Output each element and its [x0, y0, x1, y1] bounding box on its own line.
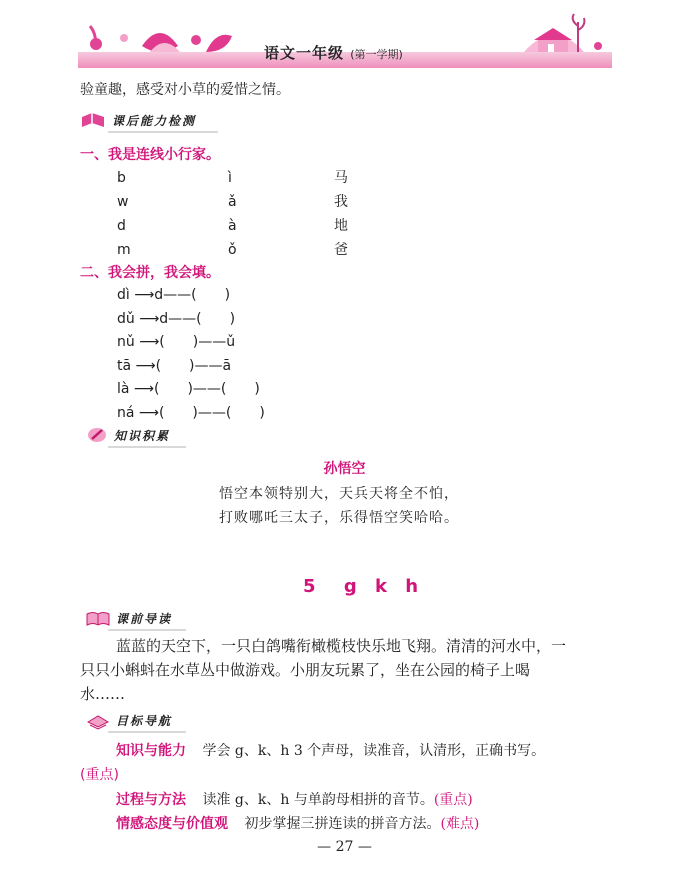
goals-tag — [86, 710, 172, 730]
header-title — [264, 42, 403, 63]
q2-rows — [117, 284, 265, 425]
goal-note: (难点) — [440, 816, 480, 832]
q1-initial: b — [117, 170, 126, 186]
goals-tag-label: 目标导航 — [116, 713, 173, 728]
goal-label: 情感态度与价值观 — [116, 816, 228, 832]
goal-knowledge — [116, 740, 545, 760]
lesson-name: g k h — [343, 576, 425, 597]
tag-underline — [108, 731, 186, 733]
knowledge-tag-label: 知识积累 — [114, 428, 171, 443]
after-class-tag-label: 课后能力检测 — [112, 113, 197, 128]
q2-row: dì ⟶d——( ) — [117, 287, 231, 303]
goal-text: 读准 g、k、h 与单韵母相拼的音节。 — [202, 792, 434, 808]
goal-label: 知识与能力 — [116, 743, 186, 759]
poem-line: 悟空本领特别大，天兵天将全不怕， — [219, 486, 459, 502]
poem — [219, 482, 459, 530]
notebook-icon — [86, 710, 110, 730]
q1-character: 地 — [334, 218, 348, 234]
q2-row: nǔ ⟶( )——ǔ — [117, 334, 236, 350]
goal-text: 初步掌握三拼连读的拼音方法。 — [244, 816, 441, 832]
goal-note: (重点) — [433, 792, 473, 808]
header-title-main: 语文一年级 — [264, 44, 345, 62]
pre-read-line: 蓝蓝的天空下，一只白鸽嘴衔橄榄枝快乐地飞翔。清清的河水中，一 — [116, 637, 567, 655]
q2-row: tā ⟶( )——ā — [117, 357, 232, 374]
header-subtitle: (第一学期) — [350, 48, 403, 61]
lesson-number: 5 — [303, 576, 322, 597]
goal-text: 学会 g、k、h 3 个声母，读准音，认清形，正确书写。 — [202, 743, 546, 759]
q1-character: 马 — [334, 170, 348, 186]
lesson-title — [303, 576, 424, 597]
goal-knowledge-note: (重点) — [80, 767, 119, 783]
q1-column-characters — [334, 166, 348, 262]
q1-initial: d — [117, 218, 126, 234]
page-number: — 27 — — [317, 839, 372, 855]
pre-read-tag-label: 课前导读 — [116, 611, 173, 626]
goal-attitude — [116, 813, 479, 833]
q1-title: 一、我是连线小行家。 — [80, 147, 220, 163]
q1-initial: m — [117, 242, 131, 258]
poem-line: 打败哪吒三太子，乐得悟空笑哈哈。 — [219, 510, 459, 526]
q1-final: ì — [228, 170, 232, 186]
q1-final: ǎ — [228, 194, 237, 210]
q1-column-initials — [117, 166, 131, 262]
open-book-icon — [86, 608, 110, 628]
page-number-wrap — [0, 836, 689, 855]
tag-underline — [108, 131, 218, 133]
q1-final: à — [228, 218, 237, 234]
pre-read-line: 水…… — [80, 685, 126, 703]
tag-underline — [108, 629, 186, 631]
q2-row: dǔ ⟶d——( ) — [117, 310, 236, 327]
pre-read-line: 只只小蝌蚪在水草丛中做游戏。小朋友玩累了，坐在公园的椅子上喝 — [80, 661, 531, 679]
continuation-text: 验童趣，感受对小草的爱惜之情。 — [80, 82, 290, 98]
page-header — [78, 6, 612, 68]
q2-title: 二、我会拼，我会填。 — [80, 265, 220, 281]
book-icon — [80, 109, 106, 131]
q2-row: là ⟶( )——( ) — [117, 381, 260, 397]
pre-read-tag — [86, 608, 172, 628]
after-class-tag — [80, 109, 196, 131]
poem-title — [0, 458, 689, 478]
goal-process — [116, 789, 473, 809]
q1-initial: w — [117, 194, 129, 210]
q1-character: 爸 — [334, 242, 348, 258]
q1-final: ǒ — [228, 242, 237, 258]
q1-column-finals — [228, 166, 237, 262]
goal-label: 过程与方法 — [116, 792, 186, 808]
house-decoration-right — [524, 14, 602, 52]
knowledge-tag — [86, 425, 170, 445]
q2-row: ná ⟶( )——( ) — [117, 404, 265, 421]
pen-icon — [86, 425, 108, 445]
flower-decoration-left — [90, 26, 232, 52]
pre-read-paragraph — [80, 634, 612, 706]
poem-title-text: 孙悟空 — [323, 461, 366, 477]
tag-underline — [108, 446, 186, 448]
q1-character: 我 — [334, 194, 348, 210]
